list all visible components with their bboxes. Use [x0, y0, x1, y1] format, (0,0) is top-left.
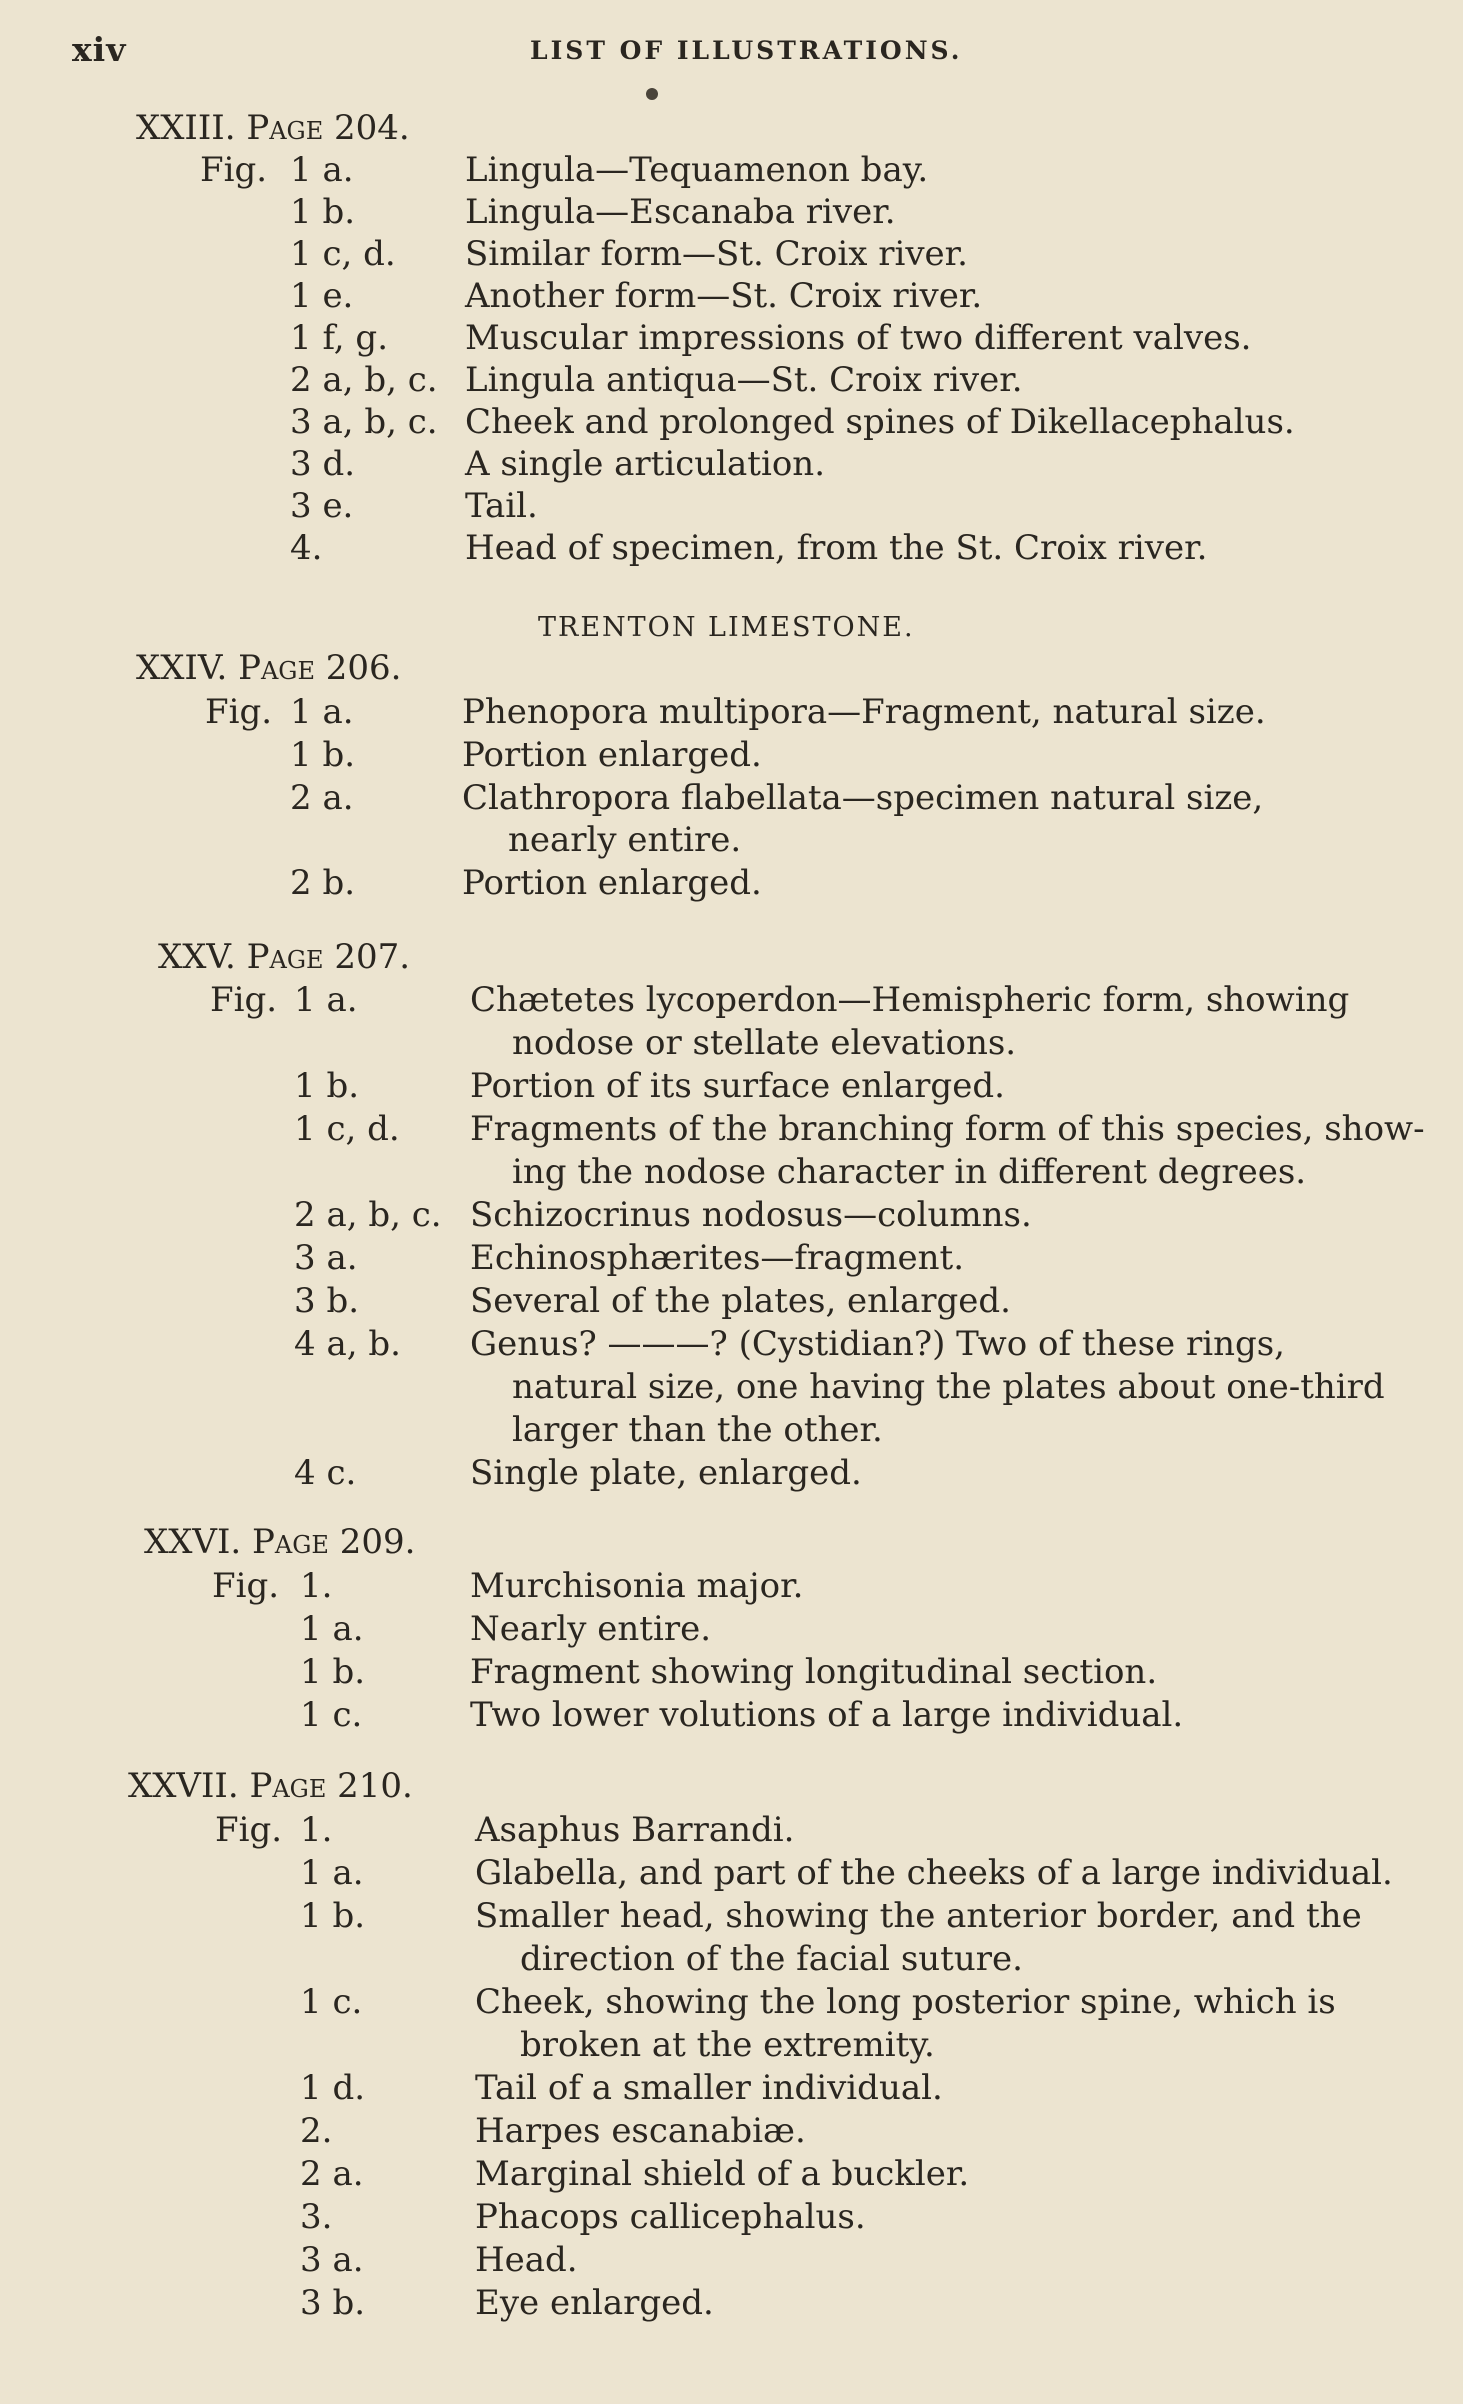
fig-label: 1 c.: [300, 1695, 363, 1735]
fig-description-continued: larger than the other.: [512, 1410, 883, 1450]
fig-description: Tail of a smaller individual.: [475, 2068, 943, 2108]
fig-description: Lingula antiqua—St. Croix river.: [465, 360, 1023, 400]
fig-description: Single plate, enlarged.: [470, 1453, 862, 1493]
plate-numeral: XXVII.: [128, 1766, 239, 1806]
fig-label: 2 a, b, c.: [290, 360, 438, 400]
fig-description: Chætetes lycoperdon—Hemispheric form, showing: [470, 980, 1350, 1020]
fig-description: Cheek, showing the long posterior spine, which is: [475, 1982, 1336, 2022]
fig-description: Marginal shield of a buckler.: [475, 2154, 970, 2194]
fig-description-continued: ing the nodose character in different degrees.: [512, 1152, 1307, 1192]
fig-description: Lingula—Tequamenon bay.: [465, 150, 929, 190]
fig-description: Clathropora flabellata—specimen natural size,: [462, 778, 1264, 818]
fig-label: 4 c.: [294, 1453, 357, 1493]
fig-label: 1.: [300, 1810, 333, 1850]
fig-description: Phacops callicephalus.: [475, 2197, 866, 2237]
fig-word: Fig.: [200, 150, 268, 190]
fig-description: Two lower volutions of a large individual.: [470, 1695, 1184, 1735]
fig-label: 4.: [290, 528, 323, 568]
fig-description: Tail.: [465, 486, 538, 526]
fig-label: 1 b.: [300, 1896, 366, 1936]
fig-word: Fig.: [212, 1566, 280, 1606]
fig-label: 2 a.: [300, 2154, 364, 2194]
fig-description: Harpes escanabiæ.: [475, 2111, 806, 2151]
fig-description: Portion of its surface enlarged.: [470, 1066, 1005, 1106]
fig-description: Similar form—St. Croix river.: [465, 234, 968, 274]
fig-label: 1 a.: [294, 980, 358, 1020]
page-header: [0, 30, 1463, 70]
fig-label: 1 b.: [300, 1652, 366, 1692]
fig-label: 1 a.: [300, 1853, 364, 1893]
plate-numeral: XXIV.: [136, 648, 228, 688]
fig-label: 3 e.: [290, 486, 354, 526]
fig-description: Cheek and prolonged spines of Dikellacephalus.: [465, 402, 1295, 442]
fig-description: Head.: [475, 2240, 578, 2280]
fig-label: 3 a.: [300, 2240, 364, 2280]
plate-heading: [158, 937, 410, 977]
fig-description-continued: broken at the extremity.: [520, 2025, 935, 2065]
fig-description-continued: nodose or stellate elevations.: [512, 1023, 1017, 1063]
fig-label: 1 a.: [300, 1609, 364, 1649]
fig-description: Glabella, and part of the cheeks of a large individual.: [475, 1853, 1393, 1893]
fig-label: 1 b.: [290, 735, 356, 775]
section-subheading: TRENTON LIMESTONE.: [538, 612, 915, 643]
fig-label: 1.: [300, 1566, 333, 1606]
fig-description: Head of specimen, from the St. Croix river.: [465, 528, 1208, 568]
fig-label: 3 a, b, c.: [290, 402, 438, 442]
fig-label: 1 c.: [300, 1982, 363, 2022]
fig-label: 3.: [300, 2197, 333, 2237]
plate-heading: [144, 1522, 415, 1562]
fig-label: 1 d.: [300, 2068, 366, 2108]
fig-description: Fragments of the branching form of this species, show-: [470, 1109, 1425, 1149]
plate-heading: [128, 1766, 413, 1806]
fig-description: Eye enlarged.: [475, 2283, 714, 2323]
fig-word: Fig.: [205, 692, 273, 732]
fig-word: Fig.: [210, 980, 278, 1020]
fig-label: 4 a, b.: [294, 1324, 401, 1364]
fig-description: Several of the plates, enlarged.: [470, 1281, 1011, 1321]
plate-numeral: XXIII.: [136, 108, 236, 148]
fig-description: Phenopora multipora—Fragment, natural size.: [462, 692, 1266, 732]
fig-label: 3 b.: [294, 1281, 360, 1321]
fig-description-continued: nearly entire.: [508, 820, 742, 860]
fig-description: Echinosphærites—fragment.: [470, 1238, 965, 1278]
fig-description: Portion enlarged.: [462, 863, 762, 903]
fig-description: Fragment showing longitudinal section.: [470, 1652, 1158, 1692]
fig-description: Asaphus Barrandi.: [475, 1810, 795, 1850]
plate-page-label: Page 209.: [252, 1522, 416, 1562]
plate-page-label: Page 206.: [238, 648, 402, 688]
fig-description: Portion enlarged.: [462, 735, 762, 775]
fig-label: 1 f, g.: [290, 318, 388, 358]
fig-description: Another form—St. Croix river.: [465, 276, 983, 316]
plate-numeral: XXVI.: [144, 1522, 242, 1562]
plate-heading: [136, 648, 402, 688]
fig-label: 3 a.: [294, 1238, 358, 1278]
fig-label: 3 d.: [290, 444, 356, 484]
plate-heading: [136, 108, 410, 148]
plate-page-label: Page 207.: [246, 937, 411, 977]
fig-label: 2.: [300, 2111, 333, 2151]
fig-word: Fig.: [215, 1810, 283, 1850]
fig-label: 1 c, d.: [290, 234, 396, 274]
fig-label: 2 b.: [290, 863, 356, 903]
fig-label: 1 a.: [290, 150, 354, 190]
fig-description: A single articulation.: [465, 444, 826, 484]
fig-label: 1 a.: [290, 692, 354, 732]
fig-description: Schizocrinus nodosus—columns.: [470, 1195, 1032, 1235]
fig-description: Lingula—Escanaba river.: [465, 192, 896, 232]
fig-label: 1 e.: [290, 276, 354, 316]
fig-description-continued: natural size, one having the plates about one-third: [512, 1367, 1385, 1407]
fig-description: Murchisonia major.: [470, 1566, 804, 1606]
plate-numeral: XXV.: [158, 937, 236, 977]
fig-description: Muscular impressions of two different valves.: [465, 318, 1252, 358]
ink-dot: [646, 88, 658, 100]
page-number: xiv: [72, 30, 127, 69]
fig-label: 2 a, b, c.: [294, 1195, 442, 1235]
fig-label: 1 b.: [294, 1066, 360, 1106]
fig-description-continued: direction of the facial suture.: [520, 1939, 1023, 1979]
plate-page-label: Page 204.: [246, 108, 410, 148]
running-title: LIST OF ILLUSTRATIONS.: [530, 36, 963, 65]
fig-description: Genus? ———? (Cystidian?) Two of these rings,: [470, 1324, 1285, 1364]
plate-page-label: Page 210.: [249, 1766, 413, 1806]
fig-description: Smaller head, showing the anterior border, and the: [475, 1896, 1362, 1936]
fig-label: 1 b.: [290, 192, 356, 232]
fig-label: 1 c, d.: [294, 1109, 400, 1149]
fig-description: Nearly entire.: [470, 1609, 712, 1649]
fig-label: 3 b.: [300, 2283, 366, 2323]
fig-label: 2 a.: [290, 778, 354, 818]
